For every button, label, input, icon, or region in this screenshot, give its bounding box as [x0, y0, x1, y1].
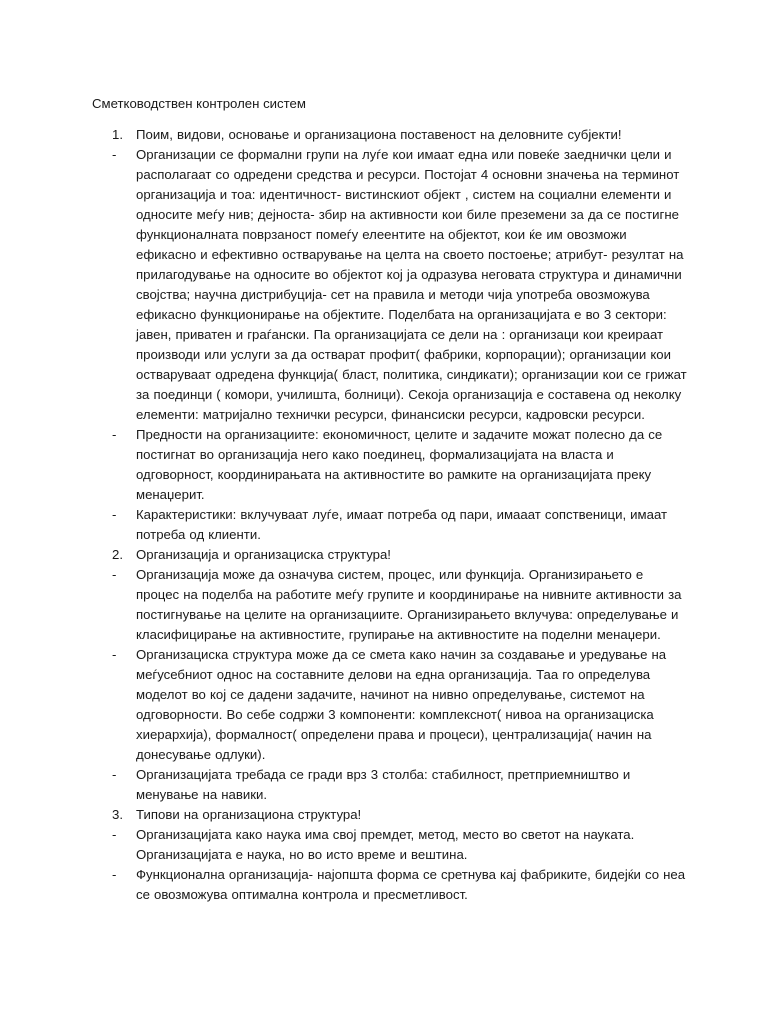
list-item-text: Карактеристики: вклучуваат луѓе, имаат потреба од пари, имааат сопственици, имаат потреба од клиенти.: [136, 507, 668, 542]
list-marker: -: [112, 867, 117, 882]
document-title: Сметководствен контролен систем: [92, 96, 306, 111]
list-marker: -: [112, 567, 117, 582]
list-item-text: Организации се формални групи на луѓе кои имаат една или повеќе заеднички цели и располагаат со одредени средства и ресурси. Постојат 4 основни значења на терминот организација и тоа: идентичност- вистинскиот објект , систем на социални елементи и односите меѓу нив; дејноста- збир на активности кои биле преземени за да се постигне функционалната поврзаност помеѓу елеентите на објектот, кои ќе им овозможи ефикасно и ефективно остварување на целта на своето постоење; атрибут- резултат на прилагодување на односите во објектот кој ја одразува неговата структура и динамични својства; научна дистрибуција- сет на правила и методи чија употреба овозможува ефикасно функционирање на објектите. Поделбата на организацијата е во 3 сектори: јавен, приватен и граѓански. Па организацијата се дели на : организаци кои креираат производи или услуги за да остварат профит( фабрики, корпорации); организации кои остваруваат одредена функција( бласт, политика, синдикати); организации кои се грижат за поединци ( комори, училишта, болници). Секоја организација е составена од неколку елементи: матријално технички ресурси, финансиски ресурси, кадровски ресурси.: [136, 147, 687, 422]
list-item-text: Функционална организација- најопшта форма се сретнува кај фабриките, бидејќи со неа се овозможува оптимална контрола и пресметливост.: [136, 867, 686, 902]
list-item-bullet: [92, 565, 688, 645]
list-item-bullet: [92, 765, 688, 805]
list-item-bullet: [92, 825, 688, 865]
list-item-heading-1: [92, 125, 688, 145]
list-marker: -: [112, 767, 117, 782]
list-marker: 3.: [112, 807, 123, 822]
list-item-heading-2: [92, 545, 688, 565]
list-item-text: Предности на организациите: економичност, целите и задачите можат полесно да се постигнат во организација него како поединец, формализацијата на власта и одговорност, координирањата на активностите во рамките на организацијата преку менаџерит.: [136, 427, 663, 502]
list-item-bullet: [92, 505, 688, 545]
list-item-bullet: [92, 865, 688, 905]
list-item-bullet: [92, 145, 688, 425]
list-item-bullet: [92, 645, 688, 765]
list-item-text: Поим, видови, основање и организациона поставеност на деловните субјекти!: [136, 127, 622, 142]
list-item-text: Организација може да означува систем, процес, или функција. Организирањето е процес на поделба на работите меѓу групите и координирање на нивните активности за постигнување на целите на организациите. Организирањето вклучува: определување и класифицирање на активностите, групирање на активностите на поделни менаџери.: [136, 567, 682, 642]
list-item-text: Организација и организациска структура!: [136, 547, 391, 562]
list-item-text: Типови на организациона структура!: [136, 807, 362, 822]
list-marker: 2.: [112, 547, 123, 562]
list-marker: 1.: [112, 127, 123, 142]
list-marker: -: [112, 427, 117, 442]
list-item-text: Организацијата како наука има свој премдет, метод, место во светот на науката. Организацијата е наука, но во исто време и вештина.: [136, 827, 635, 862]
list-item-text: Организациска структура може да се смета како начин за создавање и уредување на меѓусебниот однос на составните делови на една организација. Таа го определува моделот во кој се дадени задачите, начинот на нивно определување, системот на одговорности. Во себе содржи 3 компоненти: комплекснот( нивоа на организациска хиерархија), формалност( определени права и процеси), централизација( начин на донесување одлуки).: [136, 647, 667, 762]
list-marker: -: [112, 827, 117, 842]
list-item-heading-3: [92, 805, 688, 825]
list-marker: -: [112, 647, 117, 662]
list-item-bullet: [92, 425, 688, 505]
list-item-text: Организацијата требада се гради врз 3 столба: стабилност, претприемништво и менување на навики.: [136, 767, 631, 802]
list-marker: -: [112, 507, 117, 522]
list-marker: -: [112, 147, 117, 162]
